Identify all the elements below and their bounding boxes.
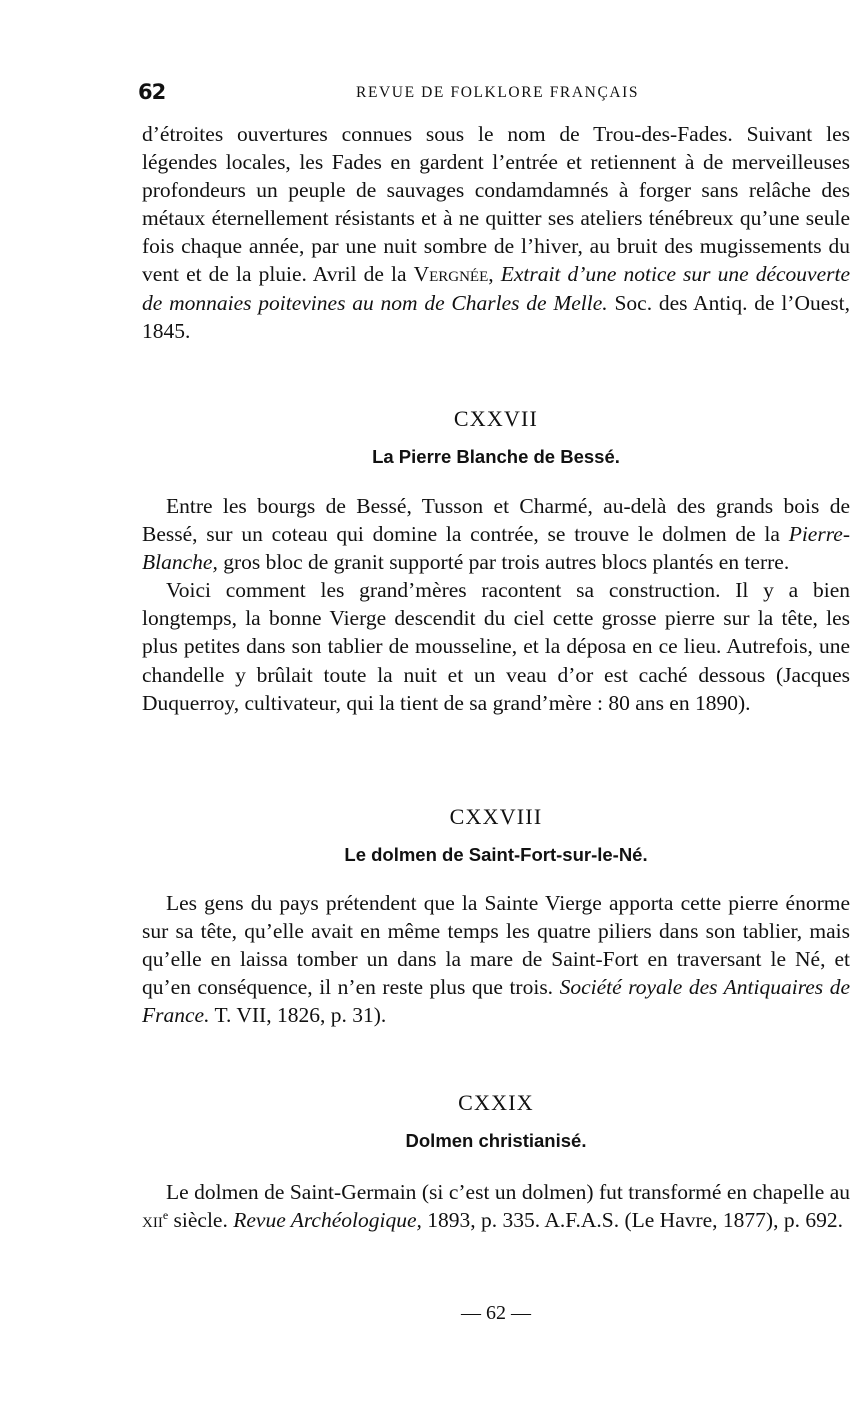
intro-text: d’étroites ouvertures connues sous le nom de Trou-des-Fades. Suivant les légendes locales, les Fades en gardent l’entrée et retiennent à de merveilleuses profondeurs un peuple de sauvages condamdamnés à forger sans relâche des métaux éternellement résistants et à ne quitter ses ateliers ténébreux qu’une seule fois chaque année, par une nuit sombre de l’hiver, au bruit des mugissements du vent et de la pluie. Avril de la — [142, 122, 850, 287]
paragraph — [142, 1178, 850, 1234]
section-number-cxxix: CXXIX — [458, 1090, 534, 1115]
paragraph — [142, 889, 850, 1029]
section-body-cxxvii — [142, 492, 850, 717]
paragraph-text: T. VII, 1826, p. 31). — [209, 1003, 387, 1028]
paragraph-text: 1893, p. 335. A.F.A.S. (Le Havre, 1877), p. 692. — [421, 1208, 843, 1233]
intro-title: Extrait d’une notice sur une découverte de monnaies poitevines au nom de Charles de Melle. — [142, 262, 850, 315]
section-title-cxxix: Dolmen christianisé. — [405, 1130, 587, 1151]
paragraph-text: Voici comment les grand’mères racontent sa construction. Il y a bien longtemps, la bonne Vierge descendit du ciel cette grosse pierre sur la tête, les plus petites dans son tablier de mousseline, et la déposa en ce lieu. Autrefois, une chandelle y brûlait toute la nuit et un veau d’or est caché dessous (Jacques Duquerroy, cultivateur, qui la tient de sa grand’mère : 80 ans en 1890). — [142, 578, 850, 715]
paragraph-italic: Société royale des Antiquaires de France. — [142, 975, 850, 1028]
superscript: e — [162, 1207, 169, 1222]
intro-separator: , — [488, 262, 501, 287]
section-title-cxxviii: Le dolmen de Saint-Fort-sur-le-Né. — [344, 844, 648, 865]
section-number-cxxvii: CXXVII — [453, 406, 539, 431]
section-number-cxxviii: CXXVIII — [449, 804, 543, 829]
intro-author: Vergnée — [413, 262, 489, 287]
section-body-cxxviii — [142, 889, 850, 1029]
section-title-cxxvii: La Pierre Blanche de Bessé. — [372, 446, 620, 467]
paragraph-italic: Pierre-Blanche, — [142, 522, 850, 575]
paragraph-text: gros bloc de granit supporté par trois autres blocs plantés en terre. — [217, 550, 790, 575]
paragraph-text: siècle. — [168, 1208, 234, 1233]
running-title: REVUE DE FOLKLORE FRANÇAIS — [356, 84, 640, 101]
section-body-cxxix — [142, 1178, 850, 1234]
intro-paragraph — [142, 120, 850, 345]
page-header — [138, 80, 852, 110]
paragraph — [142, 576, 850, 716]
paragraph — [142, 492, 850, 576]
paragraph-text: Le dolmen de Saint-Germain (si c’est un dolmen) fut transformé en chapelle au — [166, 1180, 850, 1204]
paragraph-text: Les gens du pays prétendent que la Sainte Vierge apporta cette pierre énorme sur sa tête, qu’elle avait en même temps les quatre piliers dans son tablier, mais qu’elle en laissa tomber un dans la mare de Saint-Fort en traversant le Né, et qu’en conséquence, il n’en reste plus que trois. — [142, 891, 850, 1000]
paragraph-text: Entre les bourgs de Bessé, Tusson et Charmé, au-delà des grands bois de Bessé, sur un coteau qui domine la contrée, se trouve le dolmen de la — [142, 494, 850, 547]
footer-page-number: — 62 — — [461, 1302, 531, 1324]
paragraph-italic: Revue Archéologique, — [233, 1208, 422, 1233]
intro-text-end: Soc. des Antiq. de l’Ouest, 1845. — [142, 290, 850, 343]
century-numeral: xii — [142, 1208, 163, 1233]
header-page-number: 62 — [138, 80, 166, 104]
